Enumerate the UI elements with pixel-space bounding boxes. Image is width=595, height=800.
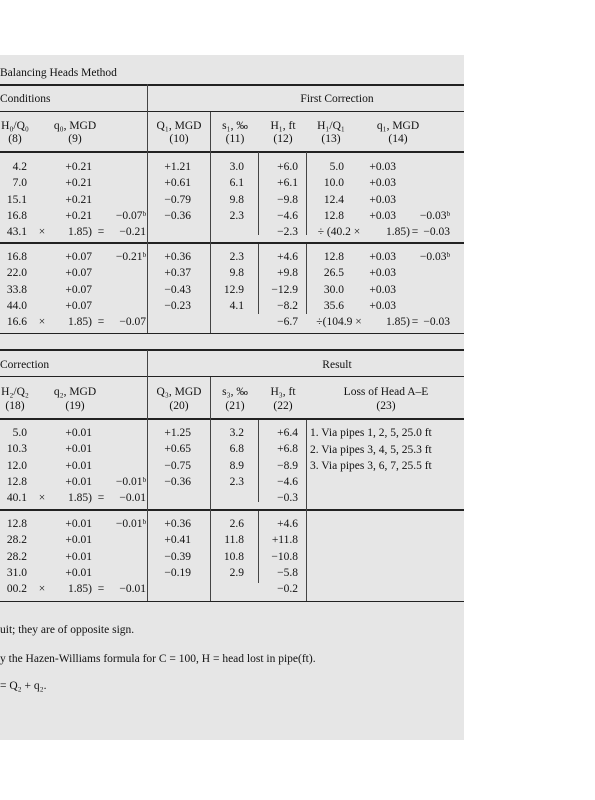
cell-q2: +0.01 [65,518,92,530]
cell-q0-common: −0.21ᵇ [115,251,146,263]
cell-h3: −5.8 [277,566,298,579]
divider [258,511,259,583]
cell-q1-correction: +0.03 [369,209,396,222]
col-number: (22) [273,400,293,412]
cell-s3: 6.8 [229,443,244,456]
cell-h0-q0: 4.2 [12,161,27,173]
cell-q1: −0.79 [164,193,191,206]
cell-q1-correction: +0.03 [369,299,396,312]
cell-q3: −0.75 [164,459,191,472]
cell-h1: −9.8 [277,193,298,206]
col-number: (10) [169,133,189,145]
cell-h1: −12.9 [271,283,298,296]
group-header-first-correction: First Correction [300,93,374,105]
col-number: (8) [8,133,22,145]
sum-divisor: ÷ (40.2 × [317,226,361,239]
cell-h0-q0: 16.8 [6,251,27,263]
cell-q2: +0.01 [65,566,92,579]
col-number: (20) [169,400,189,412]
rule [0,151,464,153]
cell-s3: 8.9 [229,459,244,472]
col-number: (14) [388,133,408,145]
sum-equals: = [97,226,105,239]
col-header: s₃, ‰ [222,386,248,398]
cell-h1-q1: 10.0 [323,177,344,190]
sum-q1: −0.03 [423,226,450,239]
cell-q3: −0.39 [164,550,191,563]
cell-s1: 12.9 [223,283,244,296]
col-number: (19) [65,400,85,412]
cell-s1: 2.3 [229,251,244,263]
sum-h3: −0.3 [277,492,298,505]
cell-s3: 10.8 [223,550,244,563]
cell-q0: +0.21 [65,177,92,190]
cell-q3: +1.25 [164,427,191,439]
sum-times: × [38,316,46,329]
rule [0,333,464,334]
cell-h2-q2: 31.0 [6,566,27,579]
rule [0,601,464,602]
cell-h2-q2: 12.8 [6,518,27,530]
cell-h1-q1: 12.8 [323,251,344,263]
cell-h3: −4.6 [277,475,298,488]
sum-q0: −0.21 [119,226,146,239]
divider [258,152,259,235]
sum-equals: = [97,492,105,505]
cell-q2: +0.01 [65,427,92,439]
col-number: (18) [5,400,25,412]
cell-h1: −4.6 [277,209,298,222]
col-header: H₃, ft [270,386,296,398]
cell-h1-q1: 5.0 [329,161,344,173]
sum-factor: 1.85) [386,226,410,239]
cell-h0-q0: 7.0 [12,177,27,190]
divider [306,420,307,601]
loss-route-3: 3. Via pipes 3, 6, 7, 25.5 ft [310,460,432,472]
sum-equals: = [411,226,419,239]
cell-q0: +0.21 [65,209,92,222]
cell-q1-correction: +0.03 [369,267,396,280]
cell-h1: +6.1 [277,177,298,190]
col-number: (13) [321,133,341,145]
divider [258,244,259,314]
cell-h3: +4.6 [277,518,298,530]
group-header-result: Result [322,359,352,371]
cell-h0-q0: 33.8 [6,283,27,296]
cell-s3: 2.9 [229,566,244,579]
cell-h0-q0: 15.1 [6,193,27,206]
group-header-conditions: Conditions [0,93,51,105]
sum-times: × [38,583,46,596]
cell-h1-q1: 26.5 [323,267,344,280]
cell-q0: +0.07 [65,251,92,263]
divider [147,350,148,601]
cell-s1: 2.3 [229,209,244,222]
cell-h2-q2: 12.0 [6,459,27,472]
cell-q1: −0.36 [164,209,191,222]
sum-h3: −0.2 [277,583,298,596]
cell-h1-q1: 12.8 [323,209,344,222]
divider [306,152,307,235]
rule [0,84,464,86]
cell-q1-correction: +0.03 [369,283,396,296]
sum-h1: −6.7 [277,316,298,329]
cell-h3: +11.8 [271,534,298,547]
cell-h2-q2: 28.2 [6,534,27,547]
sum-divisor: ÷(104.9 × [316,316,362,329]
cell-q1-common: −0.03ᵇ [419,251,450,263]
cell-h1: +4.6 [277,251,298,263]
cell-h3: +6.4 [277,427,298,439]
sum-h0-q0: 43.1 [6,226,27,239]
col-number: (12) [273,133,293,145]
col-header: H₁/Q₁ [317,120,345,132]
group-header-correction: Correction [0,359,50,371]
sum-h0-q0: 16.6 [6,316,27,329]
col-header: q₁, MGD [376,120,420,132]
cell-q3: −0.19 [164,566,191,579]
cell-q1-correction: +0.03 [369,193,396,206]
cell-q2: +0.01 [65,550,92,563]
col-header: H₁, ft [270,120,296,132]
col-number: (9) [68,133,82,145]
rule [0,418,464,420]
sum-factor: 1.85) [68,583,92,596]
cell-h3: −10.8 [271,550,298,563]
sum-factor: 1.85) [68,316,92,329]
cell-h1: −8.2 [277,299,298,312]
divider [147,84,148,333]
cell-q1: +1.21 [164,161,191,173]
cell-h2-q2: 28.2 [6,550,27,563]
cell-q1-correction: +0.03 [369,251,396,263]
sum-h2-q2: 00.2 [6,583,27,596]
sum-h1: −2.3 [277,226,298,239]
cell-q1: −0.23 [164,299,191,312]
cell-s1: 9.8 [229,193,244,206]
footnote-c: = Q₂ + q₂. [0,680,47,692]
sum-factor: 1.85) [68,226,92,239]
cell-q0: +0.07 [65,267,92,280]
cell-q2: +0.01 [65,443,92,456]
col-header: q₀, MGD [53,120,97,132]
cell-s1: 6.1 [229,177,244,190]
sum-h2-q2: 40.1 [6,492,27,505]
cell-h2-q2: 12.8 [6,475,27,488]
sum-q2: −0.01 [119,583,146,596]
cell-q3: +0.65 [164,443,191,456]
col-header: Q₁, MGD [156,120,202,132]
divider [210,377,211,601]
cell-h3: +6.8 [277,443,298,456]
footnote-a: uit; they are of opposite sign. [0,624,135,636]
sum-q2: −0.01 [119,492,146,505]
col-header: Q₃, MGD [156,386,202,398]
cell-s3: 3.2 [229,427,244,439]
cell-h1-q1: 30.0 [323,283,344,296]
sum-factor: 1.85) [386,316,410,329]
sum-q1: −0.03 [423,316,450,329]
cell-q1: +0.37 [164,267,191,280]
divider [258,420,259,502]
divider [210,112,211,333]
cell-q0: +0.07 [65,299,92,312]
cell-q2: +0.01 [65,475,92,488]
table-title: Balancing Heads Method [0,67,117,79]
cell-q1-correction: +0.03 [369,161,396,173]
col-number: (21) [225,400,245,412]
cell-q1-correction: +0.03 [369,177,396,190]
col-header: q₂, MGD [53,386,97,398]
cell-s3: 2.3 [229,475,244,488]
cell-q0: +0.21 [65,193,92,206]
cell-q2-common: −0.01ᵇ [115,475,146,488]
sum-factor: 1.85) [68,492,92,505]
rule [0,509,464,511]
cell-q3: +0.36 [164,518,191,530]
rule [0,349,464,351]
cell-q0-common: −0.07ᵇ [115,209,146,222]
cell-s1: 9.8 [229,267,244,280]
rule [0,376,464,377]
cell-h1: +9.8 [277,267,298,280]
cell-q1: −0.43 [164,283,191,296]
cell-h0-q0: 16.8 [6,209,27,222]
col-header: s₁, ‰ [222,120,248,132]
cell-h1-q1: 12.4 [323,193,344,206]
loss-route-1: 1. Via pipes 1, 2, 5, 25.0 ft [310,427,432,439]
sum-equals: = [411,316,419,329]
sum-q0: −0.07 [119,316,146,329]
cell-h2-q2: 5.0 [12,427,27,439]
cell-h0-q0: 22.0 [6,267,27,280]
col-header-loss-of-head: Loss of Head A–E [343,386,429,398]
cell-h0-q0: 44.0 [6,299,27,312]
rule [0,111,464,112]
sum-times: × [38,226,46,239]
table-page [0,55,464,740]
col-header: H₂/Q₂ [1,386,29,398]
sum-equals: = [97,583,105,596]
loss-route-2: 2. Via pipes 3, 4, 5, 25.3 ft [310,444,432,456]
col-number: (11) [225,133,245,145]
cell-q3: +0.41 [164,534,191,547]
sum-equals: = [97,316,105,329]
col-header: H₀/Q₀ [1,120,29,132]
cell-q2: +0.01 [65,459,92,472]
col-number: (23) [376,400,396,412]
cell-q1-common: −0.03ᵇ [419,209,450,222]
sum-times: × [38,492,46,505]
cell-q3: −0.36 [164,475,191,488]
divider [306,244,307,314]
cell-h1-q1: 35.6 [323,299,344,312]
cell-q2-common: −0.01ᵇ [115,518,146,530]
cell-h1: +6.0 [277,161,298,173]
cell-q1: +0.61 [164,177,191,190]
cell-h2-q2: 10.3 [6,443,27,456]
cell-s3: 11.8 [224,534,244,547]
cell-s1: 4.1 [229,299,244,312]
cell-q1: +0.36 [164,251,191,263]
cell-q0: +0.21 [65,161,92,173]
cell-q2: +0.01 [65,534,92,547]
cell-s1: 3.0 [229,161,244,173]
cell-h3: −8.9 [277,459,298,472]
cell-s3: 2.6 [229,518,244,530]
footnote-b: y the Hazen-Williams formula for C = 100, H = head lost in pipe(ft). [0,653,316,665]
cell-q0: +0.07 [65,283,92,296]
rule [0,242,464,244]
